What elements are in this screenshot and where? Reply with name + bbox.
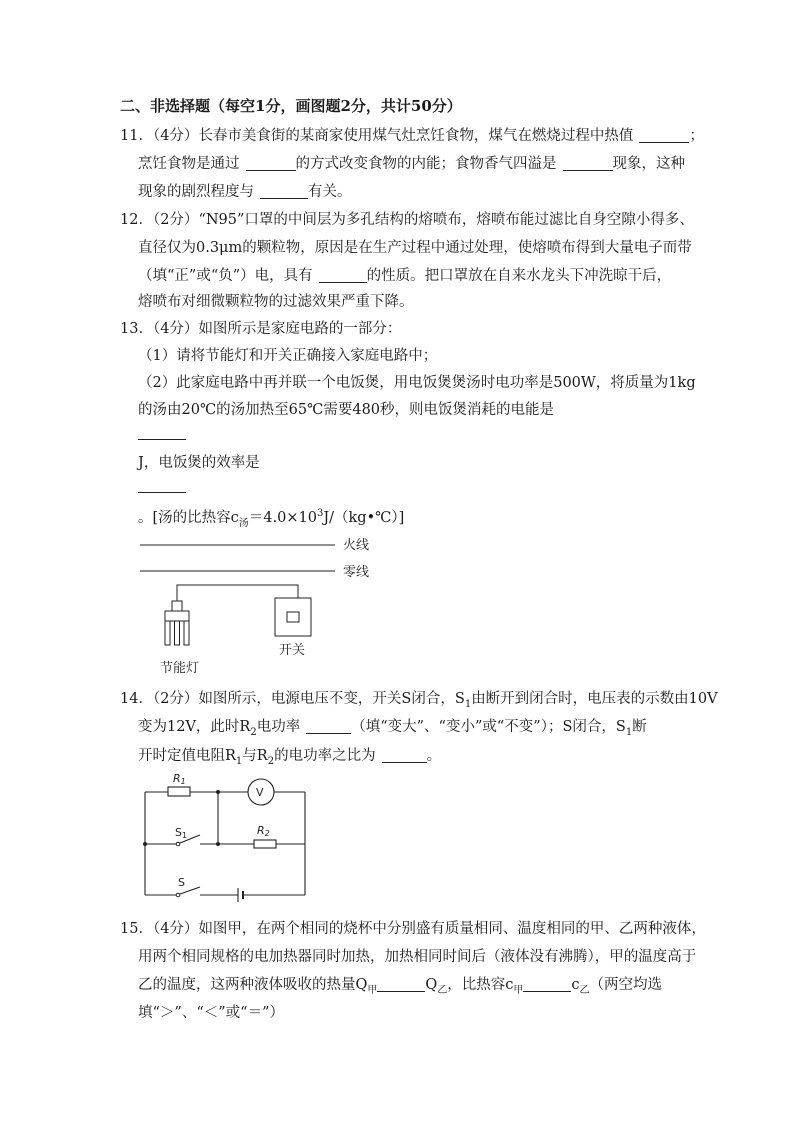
- q11-text: 现象，这种: [612, 156, 685, 172]
- q15-blank-1[interactable]: [377, 977, 425, 993]
- q13-text: 如图所示是家庭电路的一部分：: [198, 321, 402, 337]
- q14-text: （填“变大”、“变小”或“不变”）；S闭合，S: [351, 719, 626, 735]
- q15-line4: 填“＞”、“＜”或“＝”）: [138, 1005, 284, 1021]
- q11-blank-4[interactable]: [260, 184, 308, 200]
- q11-blank-3[interactable]: [563, 156, 613, 172]
- q14-text: 。: [426, 748, 442, 764]
- q13-blank-1[interactable]: [138, 424, 186, 440]
- q13-part1: （1）请将节能灯和开关正确接入家庭电路中；: [138, 348, 438, 364]
- r2-label: R2: [257, 824, 270, 838]
- q14-text: 由断开到闭合时，电压表的示数由10V: [471, 691, 718, 707]
- q11-text: 长春市美食街的某商家使用煤气灶烹饪食物，煤气在燃烧过程中热值: [198, 128, 634, 144]
- q12-text: （填“正”或“负”）电，具有: [138, 268, 313, 284]
- q11-text: 现象的剧烈程度与: [138, 184, 254, 200]
- q15-subscript: 乙: [579, 984, 590, 996]
- q13-text: J/（kg•℃）]: [323, 510, 405, 526]
- q11-line3: [138, 180, 352, 201]
- q14-text: 的电功率之比为: [274, 748, 376, 764]
- q15-line1: [120, 917, 706, 938]
- q12-line2: 直径仅为0.3μm的颗粒物，原因是在生产过程中通过处理，使熔喷布得到大量电子而带: [138, 240, 692, 256]
- q12-line1: [120, 208, 694, 229]
- q15-line2: 用两个相同规格的电加热器同时加热，加热相同时间后（液体没有沸腾），甲的温度高于: [138, 949, 697, 965]
- q14-blank-1[interactable]: [306, 719, 351, 735]
- q12-number: 12．: [120, 212, 153, 228]
- lamp-switch-wire: [177, 585, 298, 598]
- lamp-label: 节能灯: [160, 661, 200, 676]
- q13-number: 13．: [120, 321, 153, 337]
- live-wire-label: 火线: [343, 538, 370, 553]
- q13-text: 。[汤的比热容c: [138, 510, 239, 526]
- q14-subscript: 1: [625, 726, 633, 738]
- q15-text: 如图甲，在两个相同的烧杯中分别盛有质量相同、温度相同的甲、乙两种液体，: [198, 921, 706, 937]
- q13-line1: [120, 317, 401, 338]
- q15-blank-2[interactable]: [523, 977, 571, 993]
- q11-blank-1[interactable]: [639, 128, 689, 144]
- q14-subscript: 2: [250, 726, 257, 738]
- q11-line1: [120, 124, 704, 145]
- q15-subscript: 乙: [437, 984, 448, 996]
- q12-text: “N95”口罩的中间层为多孔结构的熔喷布，熔喷布能过滤比自身空隙小得多、: [198, 212, 694, 228]
- q14-subscript: 1: [464, 698, 472, 710]
- q11-text: 烹饪食物是通过: [138, 156, 240, 172]
- q13-blank-2[interactable]: [138, 477, 186, 493]
- q14-number: 14．: [120, 691, 153, 707]
- q13-part5: [138, 506, 404, 529]
- q14-line3: [138, 744, 441, 767]
- q13-part2: （2）此家庭电路中再并联一个电饭煲，用电饭煲煲汤时电功率是500W，将质量为1kg: [138, 375, 696, 391]
- r1-label: R1: [173, 772, 186, 786]
- q13-superscript: 3: [316, 508, 324, 520]
- q12-score: （2分）: [152, 212, 199, 228]
- q14-text: 变为12V，此时R: [138, 719, 251, 735]
- energy-saving-lamp-icon[interactable]: [165, 590, 189, 645]
- s-label: S: [178, 876, 185, 889]
- resistor-r2: [254, 840, 276, 848]
- q14-score: （2分）: [152, 691, 199, 707]
- q14-text: 电功率: [256, 719, 301, 735]
- q13-part4: J，电饭煲的效率是: [138, 455, 260, 471]
- q15-line3: [138, 973, 662, 996]
- section-title: 二、非选择题（每空1分，画图题2分，共计50分）: [120, 97, 462, 115]
- q11-text: 有关。: [308, 184, 352, 200]
- q14-subscript: 2: [267, 755, 275, 767]
- q14-subscript: 1: [235, 755, 243, 767]
- q14-text: 与R: [242, 748, 268, 764]
- q11-text: 的方式改变食物的内能；食物香气四溢是: [295, 156, 557, 172]
- resistor-circuit-figure: [140, 770, 315, 900]
- household-circuit-figure: [130, 528, 390, 678]
- q15-text: c: [571, 977, 580, 993]
- s1-label: S1: [175, 826, 188, 840]
- q12-text: 的性质。把口罩放在自来水龙头下冲洗晾干后，: [366, 268, 672, 284]
- q15-score: （4分）: [152, 921, 199, 937]
- q14-line2: [138, 715, 647, 738]
- q12-line4: 熔喷布对细微颗粒物的过滤效果严重下降。: [138, 294, 414, 310]
- q15-text: 乙的温度，这两种液体吸收的热量Q: [138, 977, 368, 993]
- q11-score: （4分）: [152, 128, 199, 144]
- q12-line3: [138, 264, 671, 285]
- voltmeter-label: V: [256, 786, 264, 799]
- q13-subscript: 汤: [238, 517, 249, 529]
- neutral-wire-label: 零线: [343, 565, 370, 580]
- q14-text: 如图所示，电源电压不变，开关S闭合，S: [198, 691, 465, 707]
- q12-blank-1[interactable]: [319, 268, 367, 284]
- wall-switch-icon[interactable]: [275, 598, 311, 636]
- q15-subscript: 甲: [513, 984, 524, 996]
- q11-blank-2[interactable]: [246, 156, 296, 172]
- q14-text: 断: [632, 719, 647, 735]
- q14-text: 开时定值电阻R: [138, 748, 236, 764]
- q14-blank-2[interactable]: [382, 748, 427, 764]
- q15-text: ，比热容c: [447, 977, 514, 993]
- resistor-r1: [168, 787, 190, 796]
- q13-text: ＝4.0×10: [248, 510, 317, 526]
- q11-line2: [138, 152, 685, 173]
- q14-line1: [120, 687, 718, 710]
- q15-number: 15．: [120, 921, 153, 937]
- q11-text: ；: [689, 128, 704, 144]
- switch-label: 开关: [279, 643, 306, 658]
- q15-text: （两空均选: [589, 977, 663, 993]
- q15-subscript: 甲: [367, 984, 378, 996]
- q13-part3: 的汤由20℃的汤加热至65℃需要480秒，则电饭煲消耗的电能是: [138, 402, 555, 418]
- q13-score: （4分）: [152, 321, 199, 337]
- q15-text: Q: [425, 977, 438, 993]
- q11-number: 11．: [120, 128, 153, 144]
